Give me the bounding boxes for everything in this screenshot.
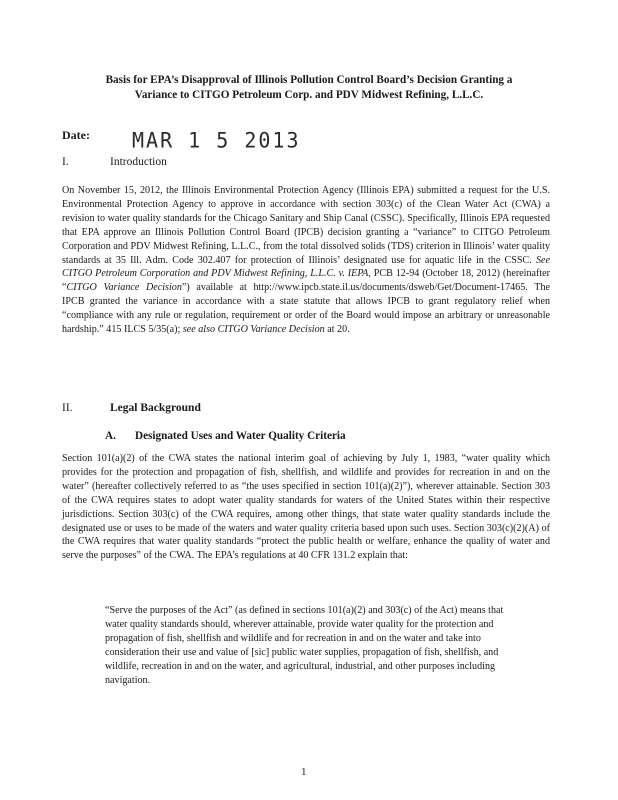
intro-citation-case: See CITGO Petroleum Corporation and PDV Midwest Refining, L.L.C. v. IEPA [62,254,550,280]
section-1-number: I. [62,156,69,168]
block-quote-text: “Serve the purposes of the Act” (as defined in sections 101(a)(2) and 303(c) of the Act) means that water quality standards should, wherever attainable, provide water quality for the protection and propagation of fish, shellfish and wildlife and for recreation in and on the water and take into consideration their use and value of [sic] public water supplies, propagation of fish, shellfish, and wildlife, recreation in and on the water, and agricultural, industrial, and other purposes including navigation. [105,605,504,686]
subsection-a-title: Designated Uses and Water Quality Criteria [135,430,346,442]
legal-background-paragraph [62,452,550,563]
document-title [70,73,548,103]
section-2-heading [62,402,201,414]
section-1-title: Introduction [110,156,167,168]
section-1-heading [62,156,167,168]
page-number: 1 [301,766,307,778]
intro-text-e: ”) available at http://www.ipcb.state.il.us/documents/dsweb/Get/Document-17465. The IPCB granted the variance in accordance with a state statute that allows IPCB to grant regulatory relief when “compliance with any rule or regulation, requirement or order of the Board would impose an arbitrary or unreasonable hardship.” 415 ILCS 5/35(a); [62,282,550,336]
section-2-number: II. [62,402,73,414]
title-line-2: Variance to CITGO Petroleum Corp. and PDV Midwest Refining, L.L.C. [134,89,484,101]
subsection-a-number: A. [105,430,116,442]
date-label: Date: [62,128,90,142]
block-quote [105,604,510,687]
date-stamp: MAR 1 5 2013 [132,127,301,153]
intro-text-g: at 20. [324,324,350,336]
introduction-paragraph [62,184,550,337]
intro-citation-short: CITGO Variance Decision [66,282,182,294]
date-row [62,128,90,143]
section-2-title: Legal Background [110,402,201,414]
subsection-a-heading [105,430,346,442]
title-line-1: Basis for EPA’s Disapproval of Illinois Pollution Control Board’s Decision Granting a [105,74,513,86]
intro-citation-see-also: see also CITGO Variance Decision [182,324,325,336]
legal-background-text: Section 101(a)(2) of the CWA states the national interim goal of achieving by July 1, 1983, “water quality which provides for the protection and propagation of fish, shellfish, and wildlife and provides for recreation in and on the water” (hereafter collectively referred to as “the uses specified in section 101(a)(2)”), wherever attainable. Section 303 of the CWA requires states to adopt water quality standards for waters of the United States within their respective jurisdictions. Section 303(c) of the CWA requires, among other things, that state water quality standards include the designated use or uses to be made of the waters and water quality criteria based upon such uses. Section 303(c)(2)(A) of the CWA requires that water quality standards “protect the public health or welfare, enhance the quality of water and serve the purposes” of the CWA. The EPA’s regulations at 40 CFR 131.2 explain that: [62,453,550,562]
intro-text-a: On November 15, 2012, the Illinois Environmental Protection Agency (Illinois EPA) submitted a request for the U.S. Environmental Protection Agency to approve in accordance with section 303(c) of the Clean Water Act (CWA) a revision to water quality standards for the Chicago Sanitary and Ship Canal (CSSC). Specifically, Illinois EPA requested that EPA approve an Illinois Pollution Control Board (IPCB) decision granting a “variance” to CITGO Petroleum Corporation and PDV Midwest Refining, L.L.C., from the total dissolved solids (TDS) criterion in Illinois’ water quality standards at 35 Ill. Adm. Code 302.407 for protection of Illinois’ designated use for aquatic life in the CSSC. [62,185,550,266]
intro-text-c: , PCB 12-94 (October 18, 2012) (hereinafter “ [62,268,550,294]
